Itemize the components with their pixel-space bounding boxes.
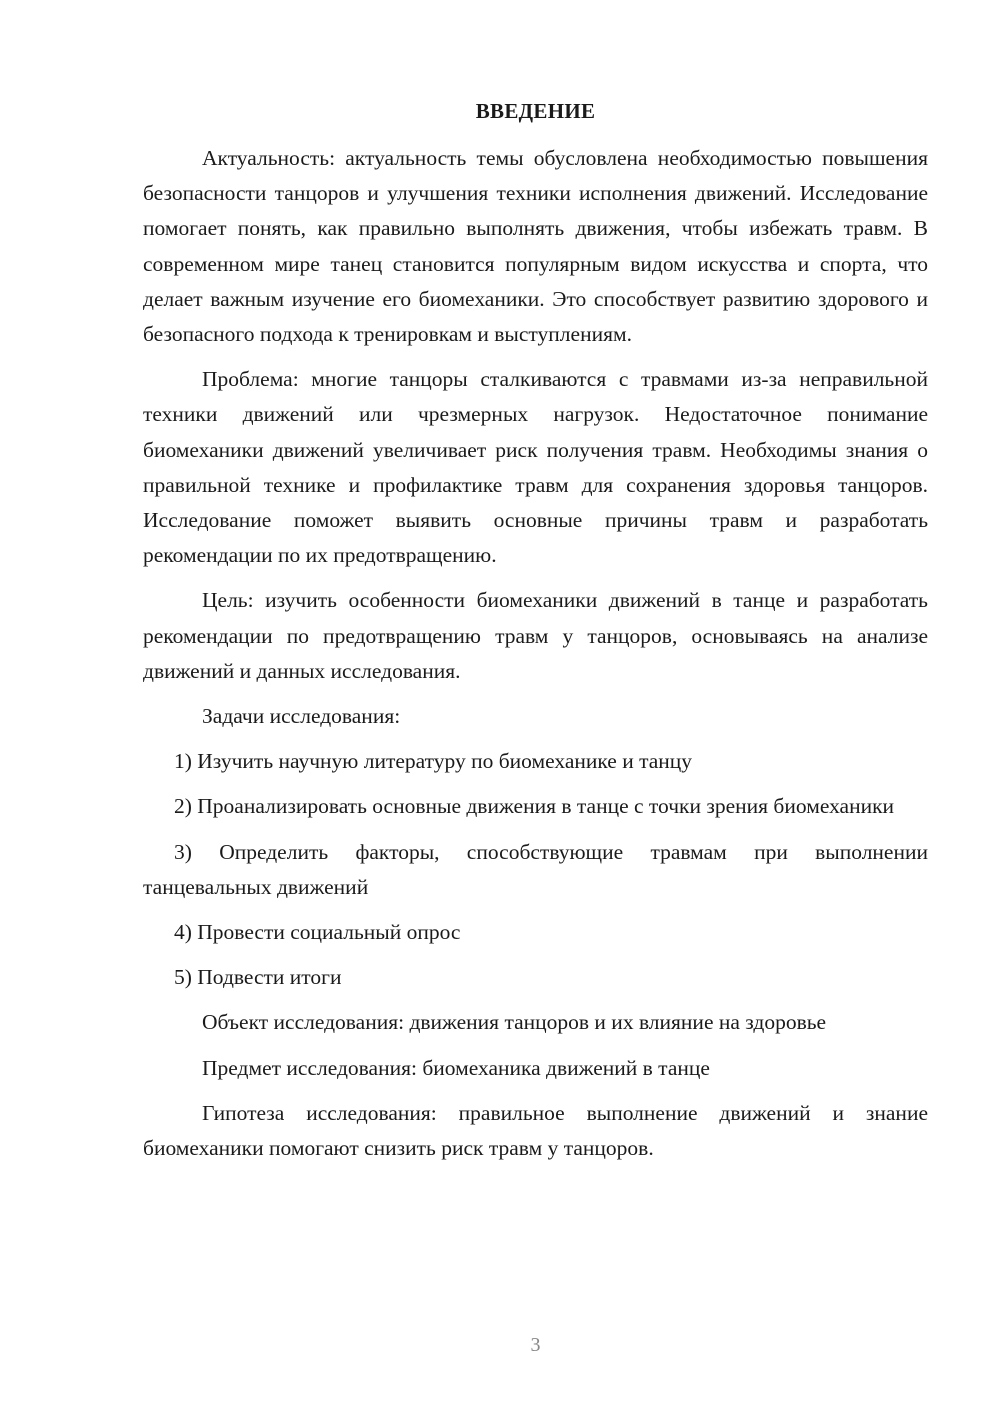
tasks-heading: Задачи исследования: <box>202 704 401 729</box>
list-item: 3) Определить факторы, способствующие травмам при выполнении танцевальных движений <box>143 839 928 899</box>
document-page <box>143 0 928 1414</box>
paragraph-hypothesis: Гипотеза исследования: правильное выполнение движений и знание биомеханики помогают снизить риск травм у танцоров. <box>143 1100 928 1161</box>
list-item: 2) Проанализировать основные движения в танце с точки зрения биомеханики <box>174 794 895 819</box>
paragraph-subject: Предмет исследования: биомеханика движений в танце <box>202 1055 710 1080</box>
page-number: 3 <box>530 1334 541 1356</box>
page-title: ВВЕДЕНИЕ <box>475 99 596 123</box>
paragraph-problem: Проблема: многие танцоры сталкиваются с травмами из-за неправильной техники движений или чрезмерных нагрузок. Недостаточное понимание биомеханики движений увеличивает риск получения травм. Необходимы знания о правильной технике и профилактике травм для сохранения здоровья танцоров. Исследование поможет выявить основные причины травм и разработать рекомендации по их предотвращению. <box>143 367 928 568</box>
paragraph-object: Объект исследования: движения танцоров и их влияние на здоровье <box>202 1010 827 1035</box>
document-body <box>143 141 928 1166</box>
list-item: 5) Подвести итоги <box>174 965 342 990</box>
list-item: 4) Провести социальный опрос <box>174 920 461 945</box>
paragraph-goal: Цель: изучить особенности биомеханики движений в танце и разработать рекомендации по предотвращению травм у танцоров, основываясь на анализе движений и данных исследования. <box>143 588 928 683</box>
list-item: 1) Изучить научную литературу по биомеханике и танцу <box>174 749 693 774</box>
paragraph-relevance: Актуальность: актуальность темы обусловлена необходимостью повышения безопасности танцоров и улучшения техники исполнения движений. Исследование помогает понять, как правильно выполнять движения, чтобы избежать травм. В современном мире танец становится популярным видом искусства и спорта, что делает важным изучение его биомеханики. Это способствует развитию здорового и безопасного подхода к тренировкам и выступлениям. <box>143 146 928 347</box>
